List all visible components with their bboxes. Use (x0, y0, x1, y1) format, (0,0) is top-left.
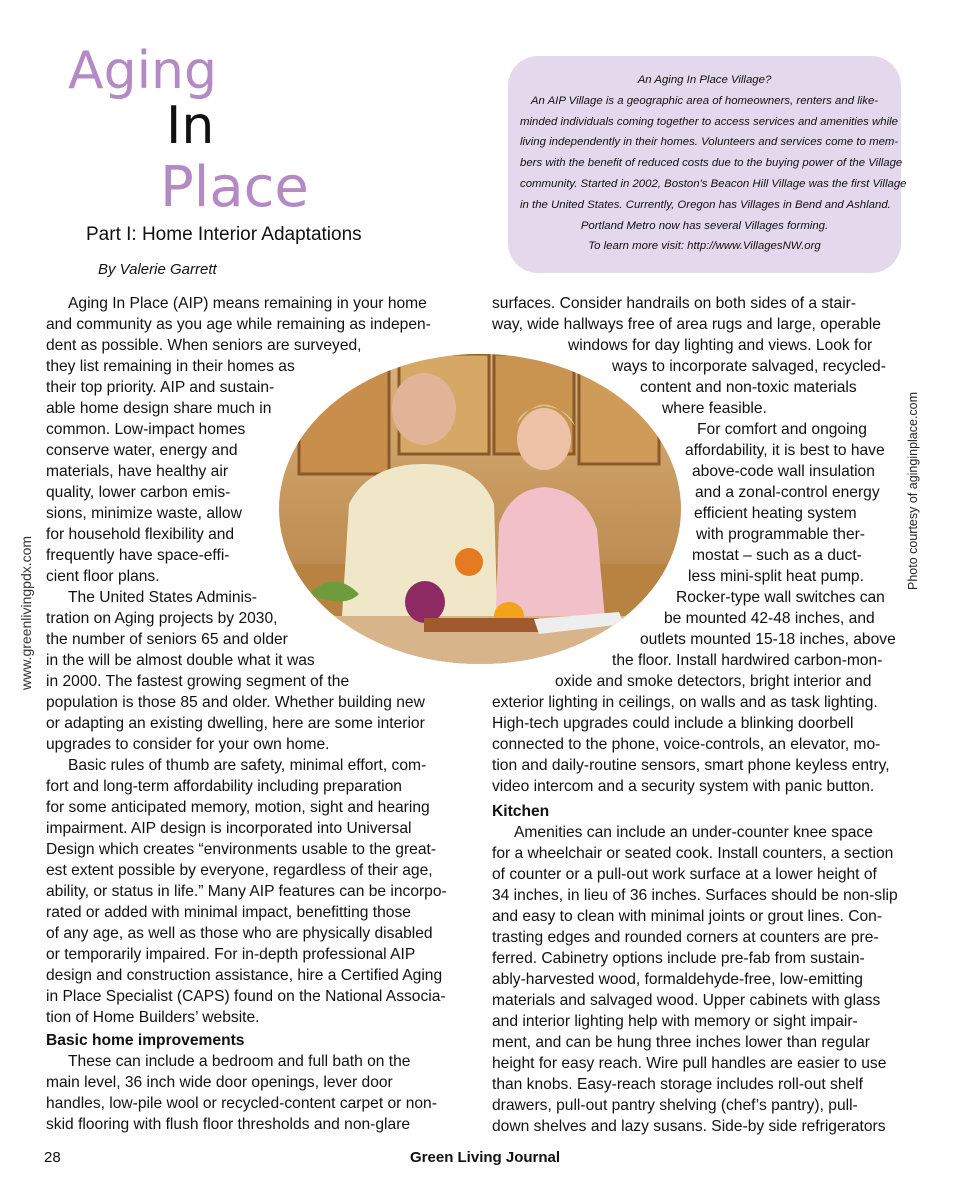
body-line: the floor. Install hardwired carbon-mon- (612, 652, 883, 669)
body-line: where feasible. (662, 400, 767, 417)
body-line: Aging In Place (AIP) means remaining in your home (68, 295, 427, 312)
body-line: impairment. AIP design is incorporated into Universal (46, 820, 412, 837)
body-line: able home design share much in (46, 400, 272, 417)
body-line: est extent possible by everyone, regardless of their age, (46, 862, 433, 879)
sidebar-line: in the United States. Currently, Oregon has Villages in Bend and Ashland. (520, 198, 891, 211)
body-line: Design which creates “environments usable to the great- (46, 841, 437, 858)
body-line: windows for day lighting and views. Look for (568, 337, 873, 354)
body-line: less mini-split heat pump. (688, 568, 864, 585)
body-line: their top priority. AIP and sustain- (46, 379, 275, 396)
body-line: video intercom and a security system with panic button. (492, 778, 875, 795)
body-line: and interior lighting help with memory or sight impair- (492, 1013, 858, 1030)
body-line: population is those 85 and older. Whether building new (46, 694, 425, 711)
body-line: ability, or status in life.” Many AIP features can be incorpo- (46, 883, 447, 900)
body-line: be mounted 42-48 inches, and (664, 610, 875, 627)
body-line: or temporarily impaired. For in-depth professional AIP (46, 946, 416, 963)
body-line: for household flexibility and (46, 526, 235, 543)
body-line: Amenities can include an under-counter knee space (514, 824, 873, 841)
body-line: tion of Home Builders’ website. (46, 1009, 260, 1026)
body-line: ways to incorporate salvaged, recycled- (612, 358, 886, 375)
body-line: and easy to clean with minimal joints or grout lines. Con- (492, 908, 883, 925)
body-line: trasting edges and rounded corners at counters are pre- (492, 929, 879, 946)
sidebar-text (520, 70, 907, 257)
body-line: main level, 36 inch wide door openings, lever door (46, 1074, 393, 1091)
body-line: of any age, as well as those who are physically disabled (46, 925, 433, 942)
body-line: affordability, it is best to have (685, 442, 885, 459)
sidebar-box (508, 56, 907, 273)
body-line: Basic rules of thumb are safety, minimal effort, com- (68, 757, 427, 774)
body-line: the number of seniors 65 and older (46, 631, 288, 648)
subtitle: Part I: Home Interior Adaptations (86, 224, 362, 245)
body-line: and a zonal-control energy (695, 484, 880, 501)
body-line: sions, minimize waste, allow (46, 505, 242, 522)
body-line: quality, lower carbon emis- (46, 484, 231, 501)
body-line: common. Low-impact homes (46, 421, 246, 438)
body-line: efficient heating system (694, 505, 857, 522)
body-line: upgrades to consider for your own home. (46, 736, 330, 753)
section-heading-basic-improvements: Basic home improvements (46, 1032, 245, 1049)
body-line: in 2000. The fastest growing segment of the (46, 673, 350, 690)
body-line: content and non-toxic materials (640, 379, 857, 396)
title-aging: Aging (68, 41, 217, 101)
body-line: height for easy reach. Wire pull handles are easier to use (492, 1055, 887, 1072)
body-line: High-tech upgrades could include a blinking doorbell (492, 715, 854, 732)
body-line: mostat – such as a duct- (692, 547, 862, 564)
body-line: materials and salvaged wood. Upper cabinets with glass (492, 992, 881, 1009)
sidebar-link-line: To learn more visit: http://www.VillagesNW.org (588, 240, 821, 253)
journal-name: Green Living Journal (410, 1149, 561, 1166)
body-line: exterior lighting in ceilings, on walls and as task lighting. (492, 694, 878, 711)
byline: By Valerie Garrett (98, 261, 217, 278)
sidebar-line: An AIP Village is a geographic area of homeowners, renters and like- (530, 94, 879, 107)
kitchen-photo (279, 354, 681, 664)
body-line: of counter or a pull-out work surface at a lower height of (492, 866, 877, 883)
sidebar-line: minded individuals coming together to access services and amenities while (520, 115, 898, 128)
side-url-text: www.greenlivingpdx.com (18, 535, 34, 690)
body-line: than knobs. Easy-reach storage includes roll-out shelf (492, 1076, 863, 1093)
body-line: conserve water, energy and (46, 442, 238, 459)
body-line: with programmable ther- (696, 526, 865, 543)
body-line: or adapting an existing dwelling, here are some interior (46, 715, 425, 732)
body-line: These can include a bedroom and full bath on the (68, 1053, 411, 1070)
body-line: rated or added with minimal impact, benefitting those (46, 904, 411, 921)
body-line: oxide and smoke detectors, bright interior and (555, 673, 872, 690)
body-line: 34 inches, in lieu of 36 inches. Surfaces should be non-slip (492, 887, 898, 904)
body-line: surfaces. Consider handrails on both sides of a stair- (492, 295, 857, 312)
body-line: fort and long-term affordability including preparation (46, 778, 402, 795)
body-line: tration on Aging projects by 2030, (46, 610, 278, 627)
title-in: In (166, 96, 215, 156)
body-line: ably-harvested wood, formaldehyde-free, low-emitting (492, 971, 863, 988)
body-line: and community as you age while remaining as indepen- (46, 316, 431, 333)
body-line: connected to the phone, voice-controls, an elevator, mo- (492, 736, 881, 753)
body-line: drawers, pull-out pantry shelving (chef’s pantry), pull- (492, 1097, 858, 1114)
body-line: way, wide hallways free of area rugs and large, operable (492, 316, 881, 333)
title-place: Place (160, 155, 309, 220)
body-line: frequently have space-effi- (46, 547, 230, 564)
body-line: in the will be almost double what it was (46, 652, 315, 669)
sidebar-line: bers with the benefit of reduced costs due to the buying power of the Village (520, 157, 903, 170)
body-line: Rocker-type wall switches can (676, 589, 885, 606)
page-number: 28 (44, 1149, 61, 1166)
photo-credit-text: Photo courtesy of aginginplace.com (906, 391, 920, 590)
body-line: they list remaining in their homes as (46, 358, 295, 375)
body-line: ferred. Cabinetry options include pre-fab from sustain- (492, 950, 865, 967)
body-line: cient floor plans. (46, 568, 160, 585)
body-line: tion and daily-routine sensors, smart phone keyless entry, (492, 757, 890, 774)
body-line: skid flooring with flush floor thresholds and non-glare (46, 1116, 411, 1133)
body-line: in Place Specialist (CAPS) found on the National Associa- (46, 988, 446, 1005)
body-line: ment, and can be hung three inches lower than regular (492, 1034, 870, 1051)
body-line: materials, have healthy air (46, 463, 229, 480)
body-line: The United States Adminis- (68, 589, 257, 606)
body-line: above-code wall insulation (692, 463, 875, 480)
body-line: for a wheelchair or seated cook. Install counters, a section (492, 845, 894, 862)
body-line: For comfort and ongoing (697, 421, 867, 438)
body-line: down shelves and lazy susans. Side-by side refrigerators (492, 1118, 886, 1135)
sidebar-heading: An Aging In Place Village? (637, 74, 772, 86)
body-line: outlets mounted 15-18 inches, above (640, 631, 896, 648)
section-heading-kitchen: Kitchen (492, 803, 550, 820)
sidebar-line: Portland Metro now has several Villages forming. (580, 219, 829, 232)
body-line: dent as possible. When seniors are surveyed, (46, 337, 362, 354)
sidebar-line: community. Started in 2002, Boston's Beacon Hill Village was the first Village (520, 177, 907, 190)
sidebar-line: living independently in their homes. Volunteers and services come to mem- (520, 136, 899, 149)
body-line: design and construction assistance, hire a Certified Aging (46, 967, 443, 984)
body-line: for some anticipated memory, motion, sight and hearing (46, 799, 430, 816)
body-line: handles, low-pile wool or recycled-content carpet or non- (46, 1095, 437, 1112)
